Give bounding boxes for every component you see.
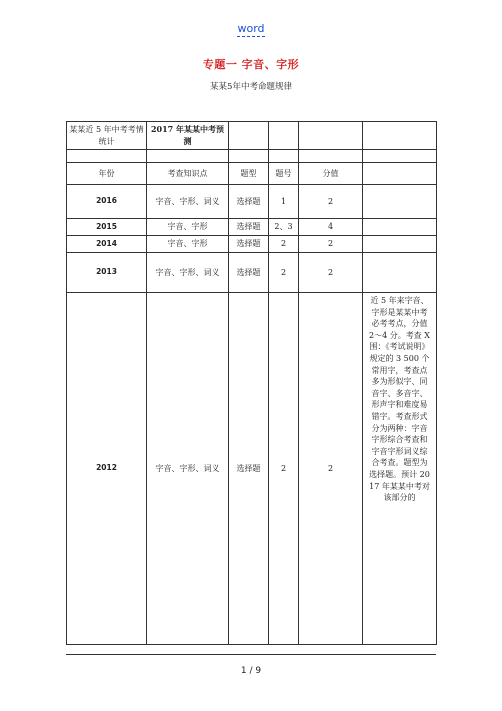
empty-cell [363,236,437,253]
type-cell: 选择题 [229,185,269,219]
number-cell: 2 [269,293,299,645]
type-cell: 选择题 [229,219,269,236]
type-cell: 选择题 [229,236,269,253]
column-header-number: 题号 [269,163,299,185]
empty-cell [147,150,229,163]
table-row [67,293,437,645]
empty-cell [229,150,269,163]
exam-statistics-table [66,121,437,645]
year-cell: 2016 [67,185,147,219]
number-cell: 2、3 [269,219,299,236]
empty-cell [363,185,437,219]
year-cell: 2013 [67,253,147,293]
forecast-note-cell: 近 5 年来字音、字形是某某中考必考考点，分值 2～4 分。考查 X 围：《考试说明》规定的 3 500 个常用字，考查点多为形似字、同音字、多音字、形声字和难度易错字。考查形式分为两种：字音字形综合考查和字音字形词义综合考查。题型为选择题。预计 2017 年某某中考对该部分的 [363,293,437,645]
empty-cell [299,122,363,150]
empty-cell [269,150,299,163]
table-row [67,253,437,293]
year-cell: 2012 [67,293,147,645]
page-subtitle: 某某5年中考命题规律 [210,82,292,92]
empty-cell [363,150,437,163]
score-cell: 2 [299,185,363,219]
topic-cell: 字音、字形、词义 [147,293,229,645]
topic-cell: 字音、字形 [147,236,229,253]
column-header-year: 年份 [67,163,147,185]
type-cell: 选择题 [229,253,269,293]
page-title: 专题一 字音、字形 [202,58,300,71]
forecast-header-cell: 2017 年某某中考预测 [147,122,229,150]
empty-cell [269,122,299,150]
column-header-score: 分值 [299,163,363,185]
table-row [67,219,437,236]
header-word-link[interactable] [0,22,502,35]
score-cell: 2 [299,293,363,645]
number-cell: 2 [269,236,299,253]
empty-cell [363,219,437,236]
stats-header-cell: 某某近 5 年中考考情统计 [67,122,147,150]
topic-cell: 字音、字形、词义 [147,253,229,293]
table-top-row [67,122,437,150]
table-row [67,185,437,219]
year-cell: 2014 [67,236,147,253]
column-header-topic: 考查知识点 [147,163,229,185]
empty-cell [363,163,437,185]
topic-cell: 字音、字形 [147,219,229,236]
score-cell: 2 [299,253,363,293]
empty-cell [363,253,437,293]
empty-cell [67,150,147,163]
page-number: 1 / 9 [240,666,262,676]
table-header-row [67,163,437,185]
number-cell: 2 [269,253,299,293]
empty-cell [229,122,269,150]
page-bottom-border [66,654,436,655]
year-cell: 2015 [67,219,147,236]
score-cell: 2 [299,236,363,253]
empty-cell [299,150,363,163]
table-spacer-row [67,150,437,163]
empty-cell [363,122,437,150]
table-row [67,236,437,253]
topic-cell: 字音、字形、词义 [147,185,229,219]
number-cell: 1 [269,185,299,219]
column-header-type: 题型 [229,163,269,185]
score-cell: 4 [299,219,363,236]
type-cell: 选择题 [229,293,269,645]
header-word-text: word [237,22,265,35]
